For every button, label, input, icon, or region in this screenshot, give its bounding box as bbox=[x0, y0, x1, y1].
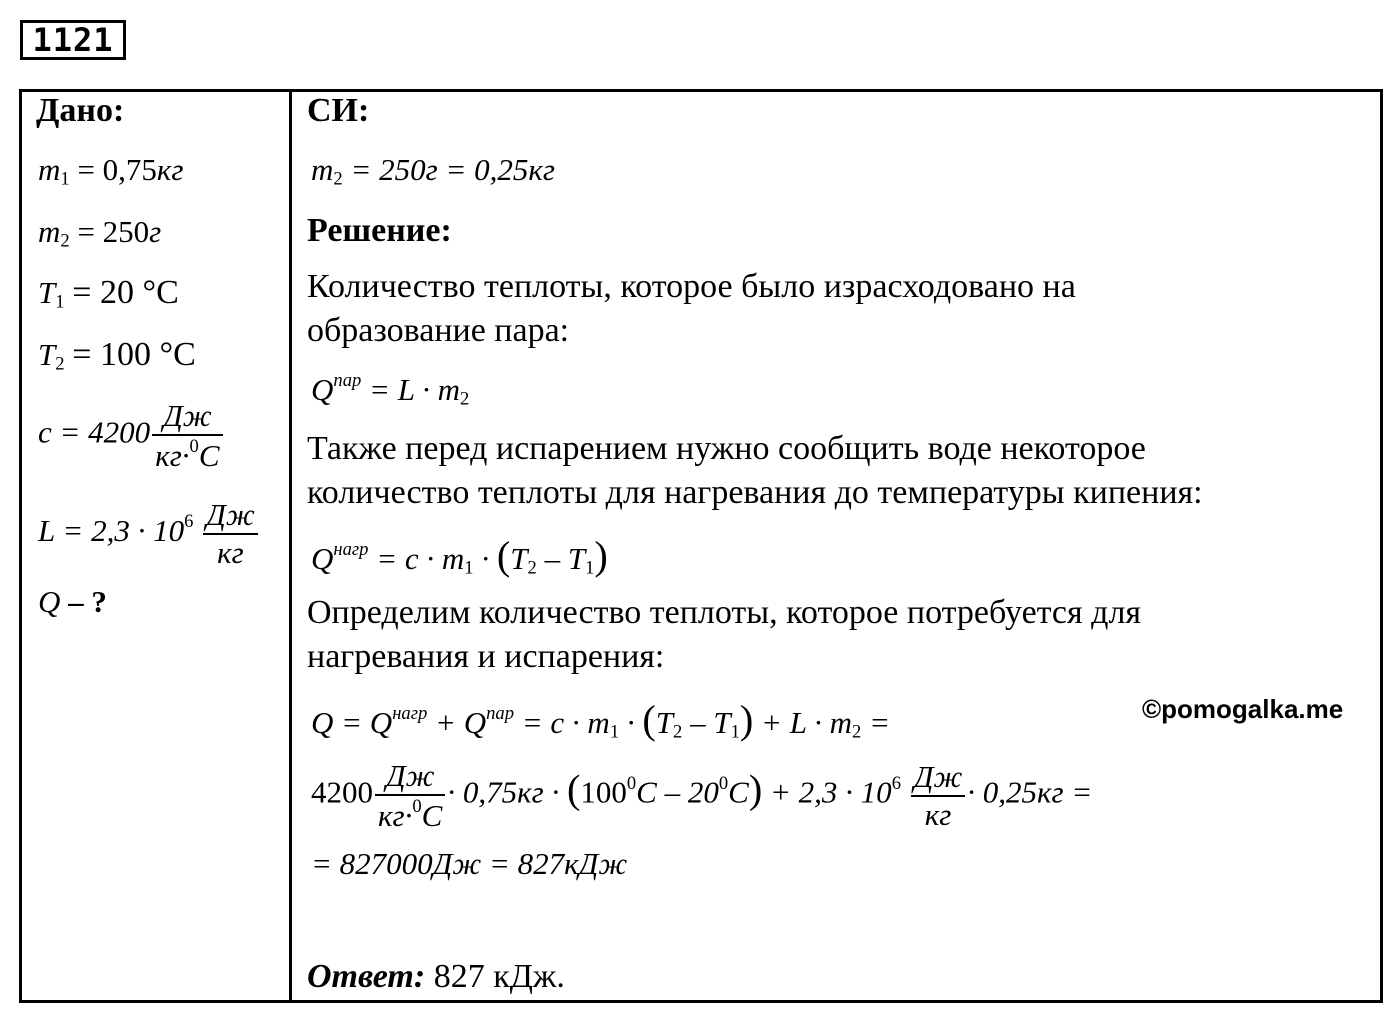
problem-number: 1121 bbox=[20, 20, 126, 60]
solution-text-1: Количество теплоты, которое было израсходовано на bbox=[307, 268, 1076, 305]
given-title: Дано: bbox=[36, 92, 125, 129]
formula-q-vapor: $Q^{пар} = L \cdot m_2$ bbox=[311, 370, 470, 410]
formula-result: = 827000Дж = 827кДж bbox=[311, 846, 628, 881]
answer bbox=[307, 958, 565, 996]
column-divider bbox=[289, 89, 292, 1003]
formula-q-total: $Q = Q^{нагр} + Q^{пар} = c \cdot m_1 \cdot (T_2 - T_1) + L \cdot m_2$ = bbox=[311, 697, 891, 743]
formula-q-heat: $Q^{нагр} = c \cdot m_1 \cdot (T_2 - T_1)$ bbox=[311, 533, 608, 579]
solution-text-3b: нагревания и испарения: bbox=[307, 638, 665, 675]
answer-value: 827 кДж. bbox=[425, 958, 565, 995]
solution-text-2: Также перед испарением нужно сообщить воде некоторое bbox=[307, 430, 1146, 467]
given-c: c = 4200 $\frac{Дж}{кг\cdot^0C}$ bbox=[38, 398, 225, 473]
solution-text-3: Определим количество теплоты, которое потребуется для bbox=[307, 594, 1142, 631]
given-t1: $T_1 = 20$ °С bbox=[38, 274, 179, 313]
si-title: СИ: bbox=[307, 92, 370, 129]
answer-label: Ответ: bbox=[307, 958, 426, 995]
solution-text-1b: образование пара: bbox=[307, 312, 570, 349]
watermark: ©pomogalka.me bbox=[1142, 694, 1344, 724]
given-m2: $m_2 = 250г$ bbox=[38, 214, 162, 252]
si-line: $m_2 = 250г = 0,25кг$ bbox=[311, 152, 555, 190]
given-L: $L = 2,3 \cdot 10^6$ $\frac{Дж}{кг}$ bbox=[38, 497, 260, 570]
formula-substitution: 4200 $\frac{Дж}{кг\cdot^0C}$ · $0,75кг \cdot (100^0C - 20^0C) + 2,3 \cdot 10^6$ $\frac{Дж}{кг}$ · 0,25кг = bbox=[311, 758, 1093, 833]
given-t2: $T_2 = 100$ °С bbox=[38, 336, 196, 375]
given-m1: $m_1 = 0,75кг$ bbox=[38, 152, 184, 190]
solution-title: Решение: bbox=[307, 212, 452, 249]
given-find: Q – ? bbox=[38, 584, 107, 619]
solution-text-2b: количество теплоты для нагревания до температуры кипения: bbox=[307, 474, 1203, 511]
